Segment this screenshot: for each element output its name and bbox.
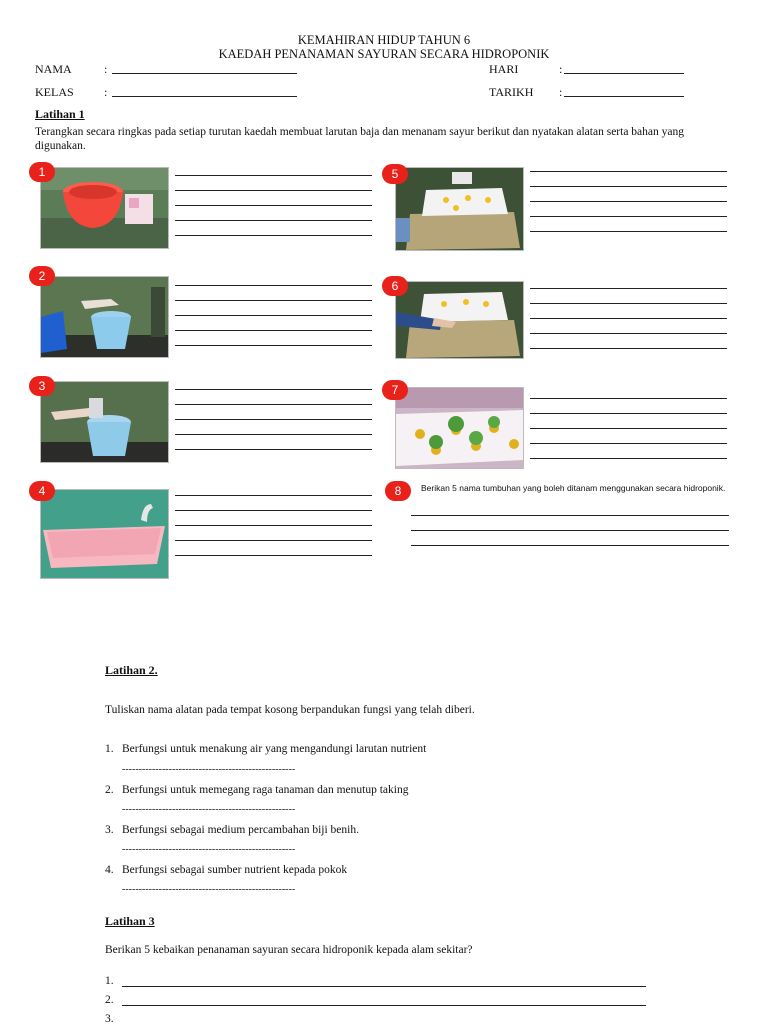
step2-answer-line[interactable] <box>175 330 372 331</box>
step5-badge: 5 <box>382 164 408 184</box>
step4-answer-line[interactable] <box>175 525 372 526</box>
step1-answer-line[interactable] <box>175 220 372 221</box>
step5-answer-line[interactable] <box>530 201 727 202</box>
step4-answer-line[interactable] <box>175 555 372 556</box>
step2-image <box>40 276 169 358</box>
step3-answer-line[interactable] <box>175 434 372 435</box>
step1-image <box>40 167 169 249</box>
step1-answer-line[interactable] <box>175 175 372 176</box>
step4-answer-line[interactable] <box>175 540 372 541</box>
hari-colon: : <box>559 62 563 76</box>
kelas-colon: : <box>104 85 108 99</box>
latihan3-num-3: 3. <box>105 1013 114 1025</box>
step2-answer-line[interactable] <box>175 300 372 301</box>
tarikh-label: TARIKH <box>489 85 534 99</box>
kelas-label: KELAS <box>35 85 74 99</box>
hari-label: HARI <box>489 62 519 76</box>
kelas-field[interactable] <box>112 96 297 97</box>
step4-answer-line[interactable] <box>175 510 372 511</box>
step4-badge: 4 <box>29 481 55 501</box>
step3-answer-line[interactable] <box>175 404 372 405</box>
worksheet-subject: KEMAHIRAN HIDUP TAHUN 6 <box>297 33 471 47</box>
step8-answer-line[interactable] <box>411 530 729 531</box>
nama-label: NAMA <box>35 62 72 76</box>
step8-answer-line[interactable] <box>411 515 729 516</box>
step3-answer-line[interactable] <box>175 419 372 420</box>
step7-answer-line[interactable] <box>530 443 727 444</box>
latihan3-heading: Latihan 3 <box>105 914 155 928</box>
step3-answer-line[interactable] <box>175 449 372 450</box>
step8-badge: 8 <box>385 481 411 501</box>
tarikh-field[interactable] <box>564 96 684 97</box>
latihan2-instruction: Tuliskan nama alatan pada tempat kosong berpandukan fungsi yang telah diberi. <box>105 704 475 716</box>
step1-answer-line[interactable] <box>175 190 372 191</box>
latihan2-q3-text: Berfungsi sebagai medium percambahan biji benih. <box>122 824 359 836</box>
latihan1-heading: Latihan 1 <box>35 107 85 121</box>
step2-answer-line[interactable] <box>175 345 372 346</box>
step6-answer-line[interactable] <box>530 288 727 289</box>
step6-answer-line[interactable] <box>530 318 727 319</box>
step7-image <box>395 387 524 469</box>
latihan2-q2-num: 2. <box>105 784 114 796</box>
step5-answer-line[interactable] <box>530 231 727 232</box>
nama-field[interactable] <box>112 73 297 74</box>
step2-badge: 2 <box>29 266 55 286</box>
step3-badge: 3 <box>29 376 55 396</box>
latihan3-num-1: 1. <box>105 975 114 987</box>
step5-answer-line[interactable] <box>530 171 727 172</box>
latihan3-answer-line[interactable] <box>122 1005 646 1006</box>
latihan2-q4-text: Berfungsi sebagai sumber nutrient kepada pokok <box>122 864 348 876</box>
step1-answer-line[interactable] <box>175 205 372 206</box>
step5-answer-line[interactable] <box>530 216 727 217</box>
step7-answer-line[interactable] <box>530 398 727 399</box>
latihan1-instruction: Terangkan secara ringkas pada setiap turutan kaedah membuat larutan baja dan menanam sayur berikut dan nyatakan alatan serta bahan yang digunakan. <box>35 126 684 152</box>
latihan2-q2-blank[interactable]: ---------------------------------------------------- <box>122 804 296 815</box>
step7-answer-line[interactable] <box>530 458 727 459</box>
latihan3-num-2: 2. <box>105 994 114 1006</box>
step2-answer-line[interactable] <box>175 285 372 286</box>
latihan2-heading: Latihan 2. <box>105 663 158 677</box>
step1-badge: 1 <box>29 162 55 182</box>
latihan3-answer-line[interactable] <box>122 986 646 987</box>
step7-badge: 7 <box>382 380 408 400</box>
hari-field[interactable] <box>564 73 684 74</box>
step7-answer-line[interactable] <box>530 428 727 429</box>
step7-answer-line[interactable] <box>530 413 727 414</box>
latihan2-q1-text: Berfungsi untuk menakung air yang mengandungi larutan nutrient <box>122 743 427 755</box>
latihan2-q3-num: 3. <box>105 824 114 836</box>
step6-answer-line[interactable] <box>530 348 727 349</box>
latihan2-q2-text: Berfungsi untuk memegang raga tanaman dan menutup taking <box>122 784 409 796</box>
step8-answer-line[interactable] <box>411 545 729 546</box>
worksheet-title: KAEDAH PENANAMAN SAYURAN SECARA HIDROPONIK <box>218 47 550 61</box>
step6-answer-line[interactable] <box>530 303 727 304</box>
step4-answer-line[interactable] <box>175 495 372 496</box>
step5-image <box>395 167 524 251</box>
nama-colon: : <box>104 62 108 76</box>
step8-question: Berikan 5 nama tumbuhan yang boleh ditanam menggunakan secara hidroponik. <box>421 483 726 493</box>
step3-image <box>40 381 169 463</box>
step6-badge: 6 <box>382 276 408 296</box>
step6-answer-line[interactable] <box>530 333 727 334</box>
latihan2-q3-blank[interactable]: ---------------------------------------------------- <box>122 844 296 855</box>
latihan2-q1-blank[interactable]: ---------------------------------------------------- <box>122 764 296 775</box>
latihan2-q4-num: 4. <box>105 864 114 876</box>
tarikh-colon: : <box>559 85 563 99</box>
latihan3-instruction: Berikan 5 kebaikan penanaman sayuran secara hidroponik kepada alam sekitar? <box>105 944 473 956</box>
step2-answer-line[interactable] <box>175 315 372 316</box>
step5-answer-line[interactable] <box>530 186 727 187</box>
step4-image <box>40 489 169 579</box>
step3-answer-line[interactable] <box>175 389 372 390</box>
step1-answer-line[interactable] <box>175 235 372 236</box>
step6-image <box>395 281 524 359</box>
latihan2-q1-num: 1. <box>105 743 114 755</box>
latihan2-q4-blank[interactable]: ---------------------------------------------------- <box>122 884 296 895</box>
